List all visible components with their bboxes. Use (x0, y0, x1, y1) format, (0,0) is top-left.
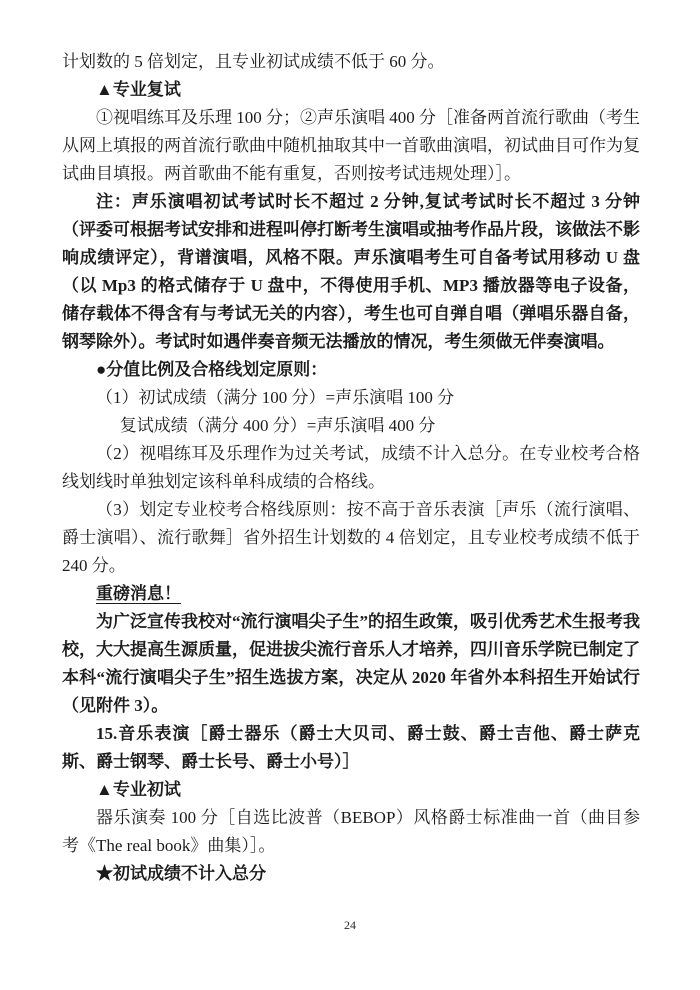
para-plan-ratio-continued: 计划数的 5 倍划定，且专业初试成绩不低于 60 分。 (62, 52, 445, 71)
page-number: 24 (344, 918, 356, 932)
para-note-vocal-exam-rules: 注：声乐演唱初试考试时长不超过 2 分钟,复试考试时长不超过 3 分钟（评委可根据考试安排和进程叫停打断考生演唱或抽考作品片段，该做法不影响成绩评定），背谱演唱，风格不限。声乐演唱考生可自备考试用移动 U 盘（以 Mp3 的格式储存于 U 盘中，不得使用手机、MP3 播放器等电子设备，储存载体不得含有与考试无关的内容），考生也可自弹自唱（弹唱乐器自备，钢琴除外）。考试时如遇伴奏音频无法播放的情况，考生须做无伴奏演唱。 (62, 192, 640, 351)
heading-score-ratio-rules: ●分值比例及合格线划定原则： (96, 360, 328, 379)
para-rule-1-first-test: （1）初试成绩（满分 100 分）=声乐演唱 100 分 (96, 388, 455, 407)
para-rule-2-sightsinging: （2）视唱练耳及乐理作为过关考试，成绩不计入总分。在专业校考合格线划线时单独划定该科单科成绩的合格线。 (62, 444, 640, 491)
para-rule-3-passline: （3）划定专业校考合格线原则：按不高于音乐表演［声乐（流行演唱、爵士演唱）、流行歌舞］省外招生计划数的 4 倍划定，且专业校考成绩不低于 240 分。 (62, 500, 640, 575)
para-first-test-not-counted: ★初试成绩不计入总分 (96, 864, 266, 883)
heading-item-15-music-performance-jazz: 15.音乐表演［爵士器乐（爵士大贝司、爵士鼓、爵士吉他、爵士萨克斯、爵士钢琴、爵士长号、爵士小号）］ (62, 724, 640, 771)
para-top-student-policy: 为广泛宣传我校对“流行演唱尖子生”的招生政策，吸引优秀艺术生报考我校，大大提高生源质量，促进拔尖流行音乐人才培养，四川音乐学院已制定了本科“流行演唱尖子生”招生选拔方案，决定从 2020 年省外本科招生开始试行（见附件 3）。 (62, 612, 640, 715)
para-first-test-content: 器乐演奏 100 分［自选比波普（BEBOP）风格爵士标准曲一首（曲目参考《The real book》曲集）］。 (62, 808, 640, 855)
heading-specialty-retest: ▲专业复试 (96, 80, 181, 99)
heading-breaking-news (62, 580, 640, 608)
para-rule-1-retest: 复试成绩（满分 400 分）=声乐演唱 400 分 (119, 416, 436, 435)
breaking-news-text: 重磅消息！ (96, 584, 181, 603)
para-retest-subjects: ①视唱练耳及乐理 100 分；②声乐演唱 400 分［准备两首流行歌曲（考生从网上填报的两首流行歌曲中随机抽取其中一首歌曲演唱，初试曲目可作为复试曲目填报。两首歌曲不能有重复，否则按考试违规处理）］。 (62, 108, 640, 183)
heading-specialty-first-test: ▲专业初试 (96, 780, 181, 799)
